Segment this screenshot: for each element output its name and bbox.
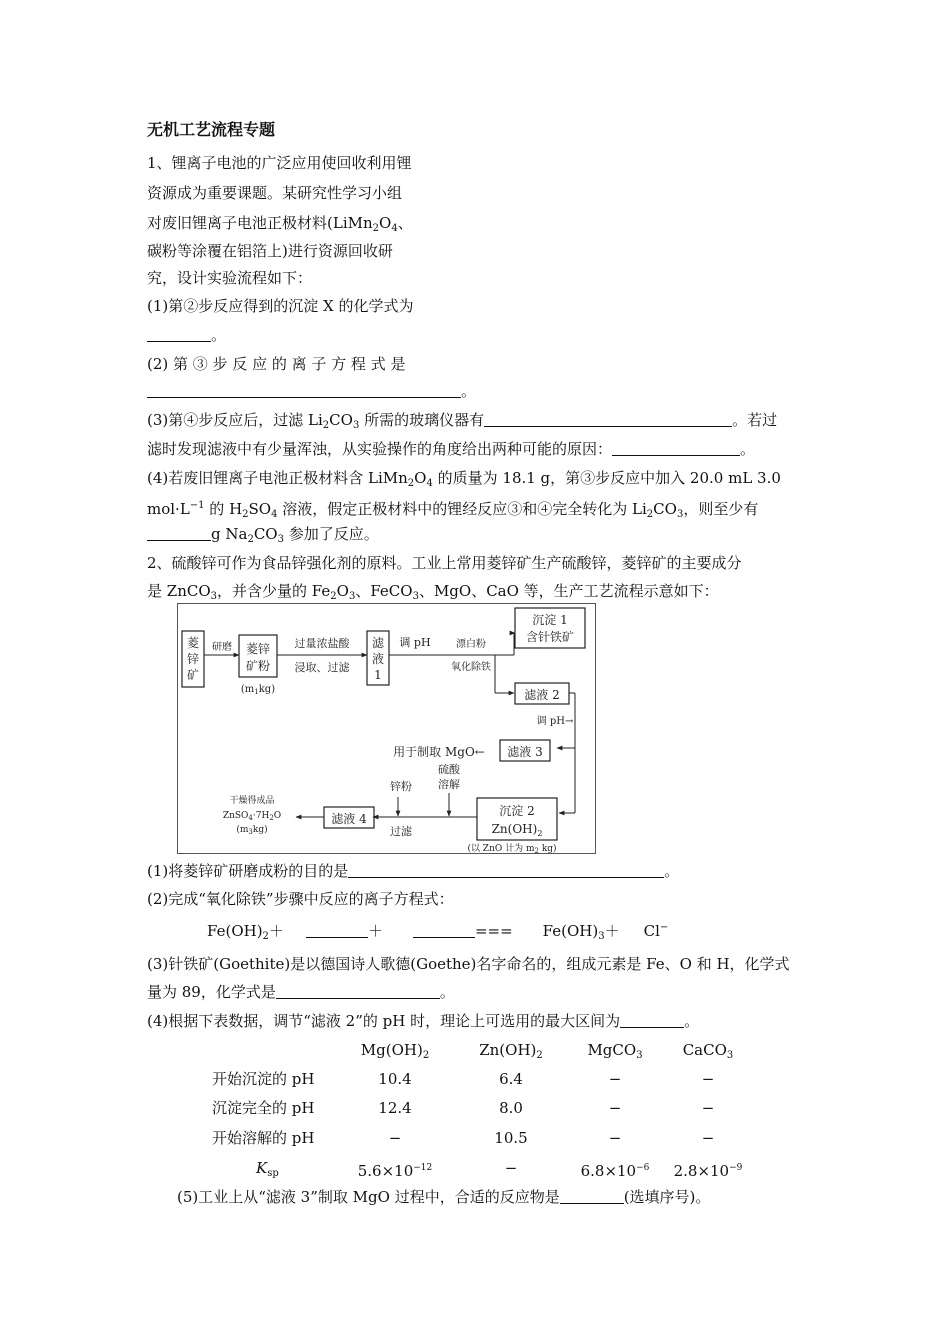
- svg-text:沉淀 1: 沉淀 1: [532, 613, 568, 627]
- q2-part4: (4)根据下表数据，调节“滤液 2”的 pH 时，理论上可选用的最大区间为 。: [147, 1012, 700, 1030]
- label-filter: 过滤: [390, 825, 412, 838]
- answer-blank[interactable]: [484, 412, 732, 427]
- q1-part4-line-3: g $Na_2CO_3$ 参加了反应。: [147, 524, 379, 550]
- q2-part5: (5)工业上从“滤液 3”制取 MgO 过程中，合适的反应物是 (选填序号)。: [177, 1188, 711, 1206]
- svg-text:锌: 锌: [186, 652, 200, 666]
- q2-part3-line-2: 量为 89，化学式是 。: [147, 983, 455, 1001]
- q1-intro-line-4: 碳粉等涂覆在铝箔上)进行资源回收研: [147, 242, 393, 260]
- svg-text:Zn(OH)2: $Zn(OH)_2$: [491, 822, 543, 838]
- table-row-label-ksp: $K_{sp}$: [256, 1159, 279, 1179]
- svg-text:1: 1: [374, 668, 382, 682]
- label-mgo: 用于制取 MgO←: [393, 745, 485, 759]
- table-cell: −: [608, 1099, 622, 1117]
- table-cell: −: [701, 1099, 715, 1117]
- table-cell: $6.8\times 10^{-6}$: [580, 1162, 650, 1180]
- q1-part3-line-1: (3)第④步反应后，过滤 $Li_2CO_3$ 所需的玻璃仪器有 。若过: [147, 411, 778, 431]
- answer-blank[interactable]: [147, 327, 211, 342]
- svg-text:菱: 菱: [186, 636, 200, 650]
- table-cell: 10.4: [378, 1070, 412, 1088]
- answer-blank[interactable]: [612, 441, 740, 456]
- table-row-label: 沉淀完全的 pH: [212, 1099, 315, 1117]
- answer-blank[interactable]: [348, 863, 664, 878]
- answer-blank[interactable]: [276, 984, 440, 999]
- label-ph1: 调 pH: [399, 636, 431, 649]
- q1-part4-line-2: $mol\cdot L^{-1}$ 的 $H_2SO_4$ 溶液，假定正极材料中的锂经反应③和④完全转化为 $Li_2CO_3$，则至少有: [147, 500, 759, 520]
- svg-text:液: 液: [371, 652, 385, 666]
- table-row-label: 开始溶解的 pH: [212, 1129, 315, 1147]
- table-cell: 8.0: [499, 1099, 523, 1117]
- q1-intro-line-3: 对废旧锂离子电池正极材料($LiMn_2O_4$、: [147, 214, 413, 234]
- q1-part3-line-2: 滤时发现滤液中有少量浑浊，从实验操作的角度给出两种可能的原因： 。: [147, 440, 756, 458]
- svg-text:菱锌: 菱锌: [245, 642, 271, 656]
- answer-blank[interactable]: [620, 1013, 684, 1028]
- label-product2: $ZnSO_4\cdot 7H_2O$: [222, 811, 282, 822]
- q1-intro-line-2: 资源成为重要课题。某研究性学习小组: [147, 184, 403, 202]
- table-cell: $5.6\times 10^{-12}$: [357, 1162, 433, 1180]
- table-cell: $2.8\times 10^{-9}$: [673, 1162, 743, 1180]
- svg-text:滤液 3: 滤液 3: [507, 745, 543, 759]
- label-leach: 浸取、过滤: [294, 661, 350, 674]
- table-cell: −: [701, 1129, 715, 1147]
- q2-part3-line-1: (3)针铁矿(Goethite)是以德国诗人歌德(Goethe)名字命名的，组成元素是 Fe、O 和 H，化学式: [147, 955, 790, 973]
- label-acid: 过量浓盐酸: [294, 637, 350, 650]
- table-cell: 6.4: [499, 1070, 523, 1088]
- label-product1: 干燥得成品: [229, 796, 275, 806]
- q2-equation: $Fe(OH)_2+$ ＋ === $Fe(OH)_3+ Cl^-$: [207, 922, 669, 942]
- label-acid2a: 硫酸: [438, 763, 460, 776]
- svg-text:沉淀 2: 沉淀 2: [499, 804, 535, 818]
- q2-intro-line-2: 是 ZnCO$_3$，并含少量的 $Fe_2O_3$、FeCO$_3$、MgO、CaO 等，生产工艺流程示意如下：: [147, 582, 719, 602]
- svg-text:滤液 2: 滤液 2: [524, 688, 560, 702]
- table-cell: −: [388, 1129, 402, 1147]
- q1-intro-line-5: 究，设计实验流程如下：: [147, 269, 313, 287]
- svg-text:矿粉: 矿粉: [245, 659, 271, 673]
- label-oxfe: 氧化除铁: [451, 662, 491, 673]
- q1-part4-line-1: (4)若废旧锂离子电池正极材料含 $LiMn_2O_4$ 的质量为 18.1 g，第③步反应中加入 20.0 mL 3.0: [147, 469, 781, 489]
- q2-part1: (1)将菱锌矿研磨成粉的目的是 。: [147, 862, 680, 880]
- process-flow-diagram: [177, 603, 596, 854]
- q1-intro-line-1: 1、锂离子电池的广泛应用使回收利用锂: [147, 154, 412, 172]
- table-row-label: 开始沉淀的 pH: [212, 1070, 315, 1088]
- label-zno: (以 ZnO 计为 $m_2$ kg): [467, 844, 557, 854]
- svg-text:矿: 矿: [186, 668, 200, 682]
- answer-blank[interactable]: [306, 923, 368, 938]
- table-header: $Mg(OH)_2$: [360, 1041, 430, 1061]
- table-header: $Zn(OH)_2$: [479, 1041, 543, 1061]
- answer-blank[interactable]: [147, 526, 211, 541]
- label-acid2b: 溶解: [438, 778, 460, 791]
- table-cell: −: [608, 1129, 622, 1147]
- label-m1: $(m_1kg)$: [240, 684, 276, 696]
- table-cell: −: [701, 1070, 715, 1088]
- label-product3: $(m_3kg)$: [236, 825, 268, 836]
- q1-part1-text: (1)第②步反应得到的沉淀 X 的化学式为: [147, 297, 414, 315]
- answer-blank[interactable]: [560, 1189, 624, 1204]
- svg-text:滤液 4: 滤液 4: [331, 812, 367, 826]
- label-ph2: 调 pH→: [536, 716, 574, 727]
- answer-blank[interactable]: [413, 923, 475, 938]
- q1-part2-answer-line: 。: [147, 381, 476, 401]
- q2-part2: (2)完成“氧化除铁”步骤中反应的离子方程式：: [147, 890, 454, 908]
- label-bleach: 漂白粉: [456, 639, 486, 650]
- table-cell: 12.4: [378, 1099, 412, 1117]
- label-grind: 研磨: [212, 642, 232, 653]
- q2-intro-line-1: 2、硫酸锌可作为食品锌强化剂的原料。工业上常用菱锌矿生产硫酸锌，菱锌矿的主要成分: [147, 554, 742, 572]
- label-zinc-powder: 锌粉: [390, 780, 412, 793]
- table-cell: −: [504, 1159, 518, 1177]
- q1-part2-text: (2) 第 ③ 步 反 应 的 离 子 方 程 式 是: [147, 355, 406, 373]
- table-header: MgCO$_3$: [587, 1041, 643, 1061]
- table-cell: −: [608, 1070, 622, 1088]
- page-title: 无机工艺流程专题: [147, 120, 276, 139]
- table-cell: 10.5: [494, 1129, 528, 1147]
- svg-text:含针铁矿: 含针铁矿: [525, 630, 575, 644]
- svg-text:滤: 滤: [371, 636, 385, 650]
- q1-part1-answer-line: 。: [147, 325, 226, 345]
- table-header: CaCO$_3$: [682, 1041, 734, 1061]
- answer-blank[interactable]: [147, 383, 461, 398]
